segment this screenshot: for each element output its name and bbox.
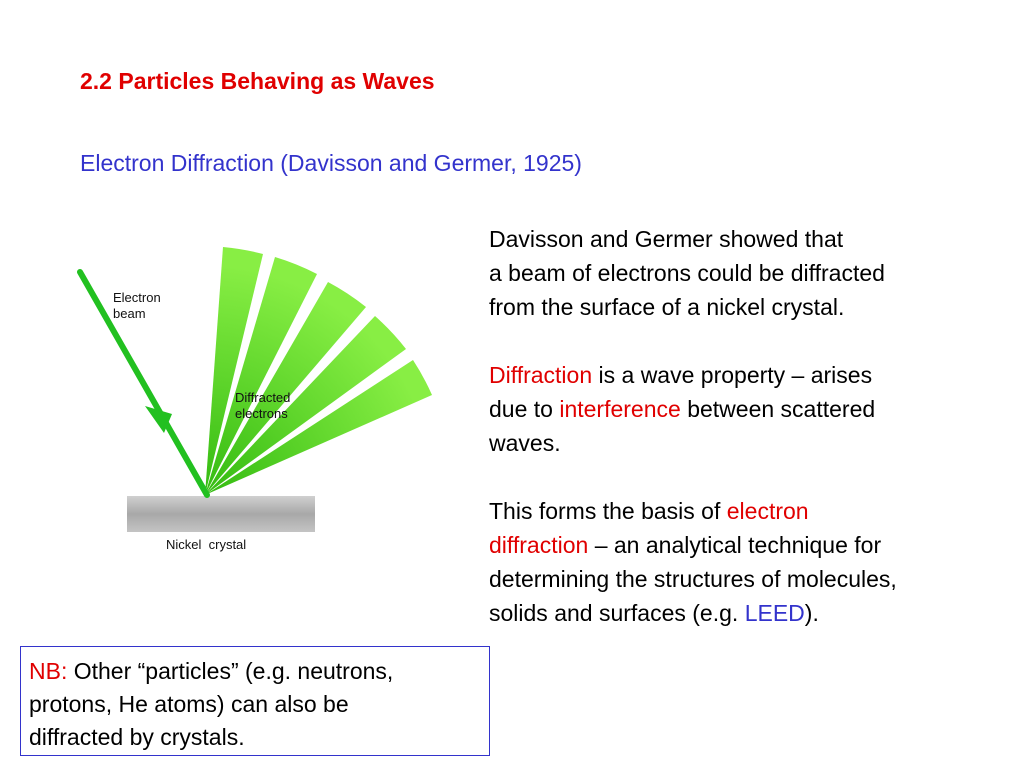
slide-title: 2.2 Particles Behaving as Waves: [80, 68, 435, 94]
note-line1: [29, 655, 489, 688]
p3-line2-rest: – an analytical technique for: [588, 532, 882, 558]
note-line3: diffracted by crystals.: [29, 724, 245, 750]
p1-line1: Davisson and Germer showed that: [489, 226, 844, 252]
term-diffraction: Diffraction: [489, 362, 593, 388]
p3-line1-start: This forms the basis of: [489, 498, 727, 524]
term-interference: interference: [559, 396, 681, 422]
diffracted-electrons-label-line2: electrons: [235, 406, 288, 421]
p1-line3: from the surface of a nickel crystal.: [489, 294, 845, 320]
term-electron: electron: [726, 498, 809, 524]
electron-diffraction-diagram: [70, 240, 450, 570]
note-line1-rest: Other “particles” (e.g. neutrons,: [67, 658, 394, 684]
electron-beam-label-line2: beam: [113, 306, 146, 321]
p3-line4-start: solids and surfaces (e.g.: [489, 600, 745, 626]
p1-line2: a beam of electrons could be diffracted: [489, 260, 885, 286]
note-line2: protons, He atoms) can also be: [29, 691, 349, 717]
p3-line4-end: ).: [804, 600, 819, 626]
diagram-svg: [70, 240, 450, 570]
diffracted-electrons-label-line1: Diffracted: [235, 390, 291, 405]
slide-subtitle: Electron Diffraction (Davisson and Germer, 1925): [80, 150, 582, 176]
note-box: [20, 646, 490, 756]
term-diffraction-2: diffraction: [489, 532, 589, 558]
p3-line2: [489, 528, 1009, 562]
p3-line4: [489, 596, 1009, 630]
p2-line1-rest: is a wave property – arises: [592, 362, 873, 388]
p2-line1: [489, 358, 1009, 392]
p3-line3: determining the structures of molecules,: [489, 566, 897, 592]
paragraph-observation: [489, 222, 1009, 324]
explanation-text: [489, 222, 1009, 664]
p2-line2-start: due to: [489, 396, 560, 422]
nickel-crystal-label: Nickel crystal: [166, 537, 247, 552]
p2-line2: [489, 392, 1009, 426]
electron-beam-label-line1: Electron: [113, 290, 161, 305]
diffracted-electron-fans: [205, 247, 432, 495]
p2-line2-rest: between scattered: [680, 396, 876, 422]
p3-line1: [489, 494, 1009, 528]
paragraph-diffraction: [489, 358, 1009, 460]
note-nb-label: NB:: [29, 658, 68, 684]
p2-line3: waves.: [489, 430, 561, 456]
term-leed: LEED: [744, 600, 805, 626]
nickel-crystal-slab: [127, 496, 315, 532]
paragraph-technique: [489, 494, 1009, 630]
